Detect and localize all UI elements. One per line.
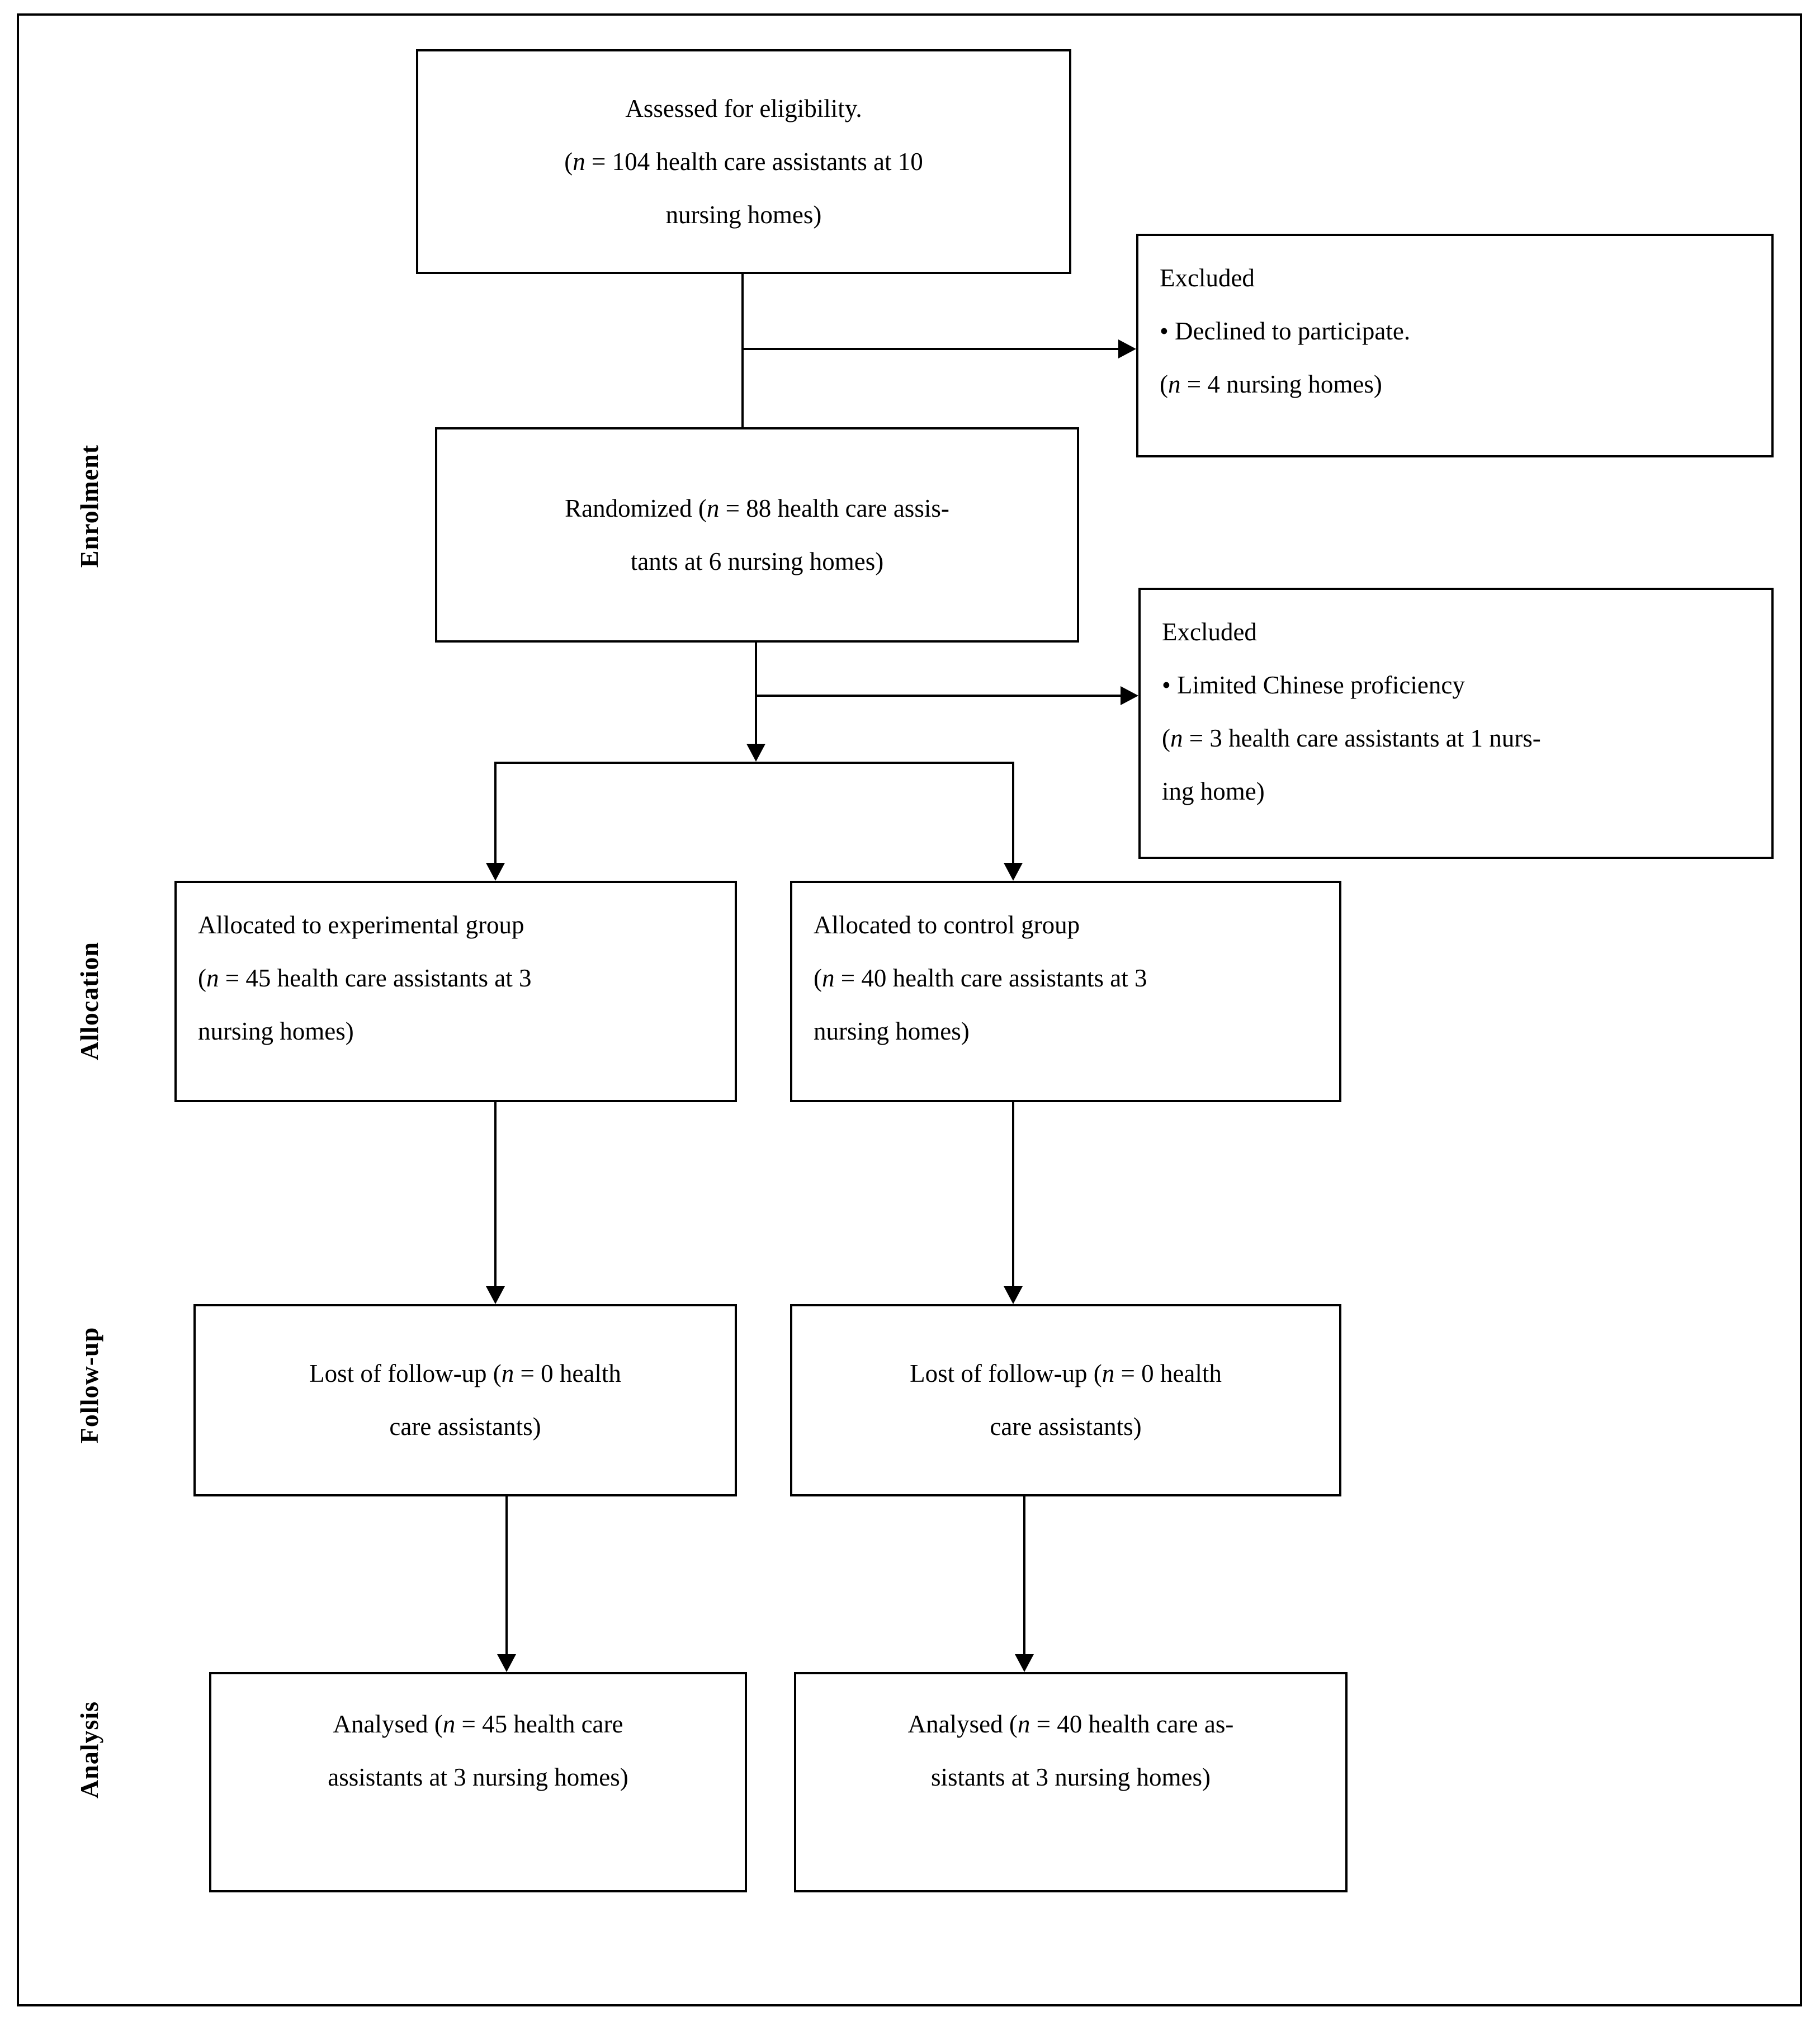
text-run: care assistants) xyxy=(990,1413,1142,1441)
arrowhead-experimental-icon xyxy=(486,863,505,881)
arrowhead-control-icon xyxy=(1004,863,1023,881)
text-line xyxy=(198,899,718,952)
arrowhead-excluded-2-icon xyxy=(1121,686,1138,705)
text-line xyxy=(418,82,1069,135)
followup-control-box xyxy=(790,1304,1341,1496)
arrowhead-analysis-right-icon xyxy=(1015,1654,1034,1672)
text-run: ( xyxy=(814,964,822,992)
analysed-control-box xyxy=(794,1672,1348,1892)
text-run: Randomized ( xyxy=(565,494,707,522)
connector-assessed-to-randomized xyxy=(741,273,744,428)
stage-label-analysis: Analysis xyxy=(75,1701,103,1799)
text-run: = 3 health care assistants at 1 nurs- xyxy=(1183,724,1541,752)
italic-n: n xyxy=(501,1359,514,1387)
text-run: = 0 health xyxy=(1114,1359,1222,1387)
italic-n: n xyxy=(1168,370,1181,398)
text-run: Excluded xyxy=(1162,618,1257,646)
analysed-experimental-box xyxy=(209,1672,747,1892)
text-line xyxy=(814,899,1322,952)
connector-split-to-experimental xyxy=(494,762,497,864)
text-run: Lost of follow-up ( xyxy=(910,1359,1102,1387)
randomized-box xyxy=(435,427,1079,643)
connector-followup-to-analysis-right xyxy=(1023,1496,1025,1655)
text-run: assistants at 3 nursing homes) xyxy=(328,1763,628,1791)
text-run: Allocated to control group xyxy=(814,911,1080,939)
arrowhead-followup-right-icon xyxy=(1004,1286,1023,1304)
arrowhead-analysis-left-icon xyxy=(497,1654,516,1672)
assessed-eligibility-box xyxy=(416,49,1071,274)
allocated-control-box xyxy=(790,881,1341,1102)
text-run: Assessed for eligibility. xyxy=(625,94,862,122)
text-run: = 4 nursing homes) xyxy=(1180,370,1382,398)
text-run: Analysed ( xyxy=(333,1710,443,1738)
text-run: Excluded xyxy=(1160,264,1255,292)
excluded-declined-box xyxy=(1136,234,1774,457)
followup-experimental-box xyxy=(193,1304,737,1496)
text-line xyxy=(814,1005,1322,1058)
text-run: ing home) xyxy=(1162,777,1265,805)
text-line xyxy=(211,1751,745,1804)
text-run: tants at 6 nursing homes) xyxy=(630,547,884,575)
text-run: Lost of follow-up ( xyxy=(309,1359,502,1387)
text-run: ( xyxy=(564,147,573,176)
connector-split-to-control xyxy=(1012,762,1014,864)
text-run: nursing homes) xyxy=(814,1017,970,1045)
text-run: Allocated to experimental group xyxy=(198,911,524,939)
text-run: = 104 health care assistants at 10 xyxy=(585,147,923,176)
italic-n: n xyxy=(573,147,585,176)
connector-to-excluded-1 xyxy=(743,348,1121,350)
text-line xyxy=(196,1400,735,1453)
text-line xyxy=(437,482,1077,535)
text-run: • Limited Chinese proficiency xyxy=(1162,671,1465,699)
text-run: care assistants) xyxy=(389,1413,541,1441)
text-run: ( xyxy=(1160,370,1168,398)
stage-label-enrolment: Enrolment xyxy=(75,444,103,568)
connector-experimental-to-followup xyxy=(494,1102,497,1287)
text-run: • Declined to participate. xyxy=(1160,317,1411,345)
connector-control-to-followup xyxy=(1012,1102,1014,1287)
connector-allocation-split xyxy=(494,762,1014,764)
text-run: = 45 health care xyxy=(455,1710,623,1738)
connector-to-excluded-2 xyxy=(756,695,1123,697)
text-line xyxy=(418,135,1069,188)
text-line xyxy=(196,1347,735,1400)
text-line xyxy=(198,952,718,1005)
text-line xyxy=(1160,358,1755,411)
text-line xyxy=(792,1347,1339,1400)
text-run: = 40 health care as- xyxy=(1030,1710,1234,1738)
italic-n: n xyxy=(706,494,720,522)
arrowhead-excluded-1-icon xyxy=(1118,339,1136,358)
stage-label-allocation: Allocation xyxy=(75,942,103,1060)
stage-label-followup: Follow-up xyxy=(75,1326,103,1444)
text-line xyxy=(792,1400,1339,1453)
text-line xyxy=(418,188,1069,242)
arrowhead-followup-left-icon xyxy=(486,1286,505,1304)
text-line xyxy=(198,1005,718,1058)
italic-n: n xyxy=(442,1710,456,1738)
text-run: sistants at 3 nursing homes) xyxy=(931,1763,1211,1791)
text-line xyxy=(1160,252,1755,305)
text-line xyxy=(1162,765,1755,818)
text-line xyxy=(1162,659,1755,712)
text-line xyxy=(796,1751,1345,1804)
text-line xyxy=(796,1698,1345,1751)
text-line xyxy=(1160,305,1755,358)
italic-n: n xyxy=(822,964,835,992)
text-run: ( xyxy=(1162,724,1170,752)
italic-n: n xyxy=(1102,1359,1115,1387)
text-run: = 88 health care assis- xyxy=(719,494,949,522)
text-run: Analysed ( xyxy=(907,1710,1018,1738)
text-run: = 40 health care assistants at 3 xyxy=(834,964,1147,992)
text-line xyxy=(1162,606,1755,659)
italic-n: n xyxy=(1017,1710,1030,1738)
text-line xyxy=(211,1698,745,1751)
excluded-proficiency-box xyxy=(1138,588,1774,859)
text-run: nursing homes) xyxy=(198,1017,354,1045)
italic-n: n xyxy=(1170,724,1183,752)
italic-n: n xyxy=(206,964,219,992)
arrowhead-randomized-split-icon xyxy=(746,744,765,762)
connector-followup-to-analysis-left xyxy=(505,1496,508,1655)
text-line xyxy=(437,535,1077,588)
text-line xyxy=(1162,712,1755,765)
text-run: nursing homes) xyxy=(665,200,822,229)
allocated-experimental-box xyxy=(174,881,737,1102)
text-run: ( xyxy=(198,964,206,992)
connector-randomized-down xyxy=(755,641,757,745)
text-run: = 0 health xyxy=(514,1359,621,1387)
text-run: = 45 health care assistants at 3 xyxy=(219,964,532,992)
text-line xyxy=(814,952,1322,1005)
